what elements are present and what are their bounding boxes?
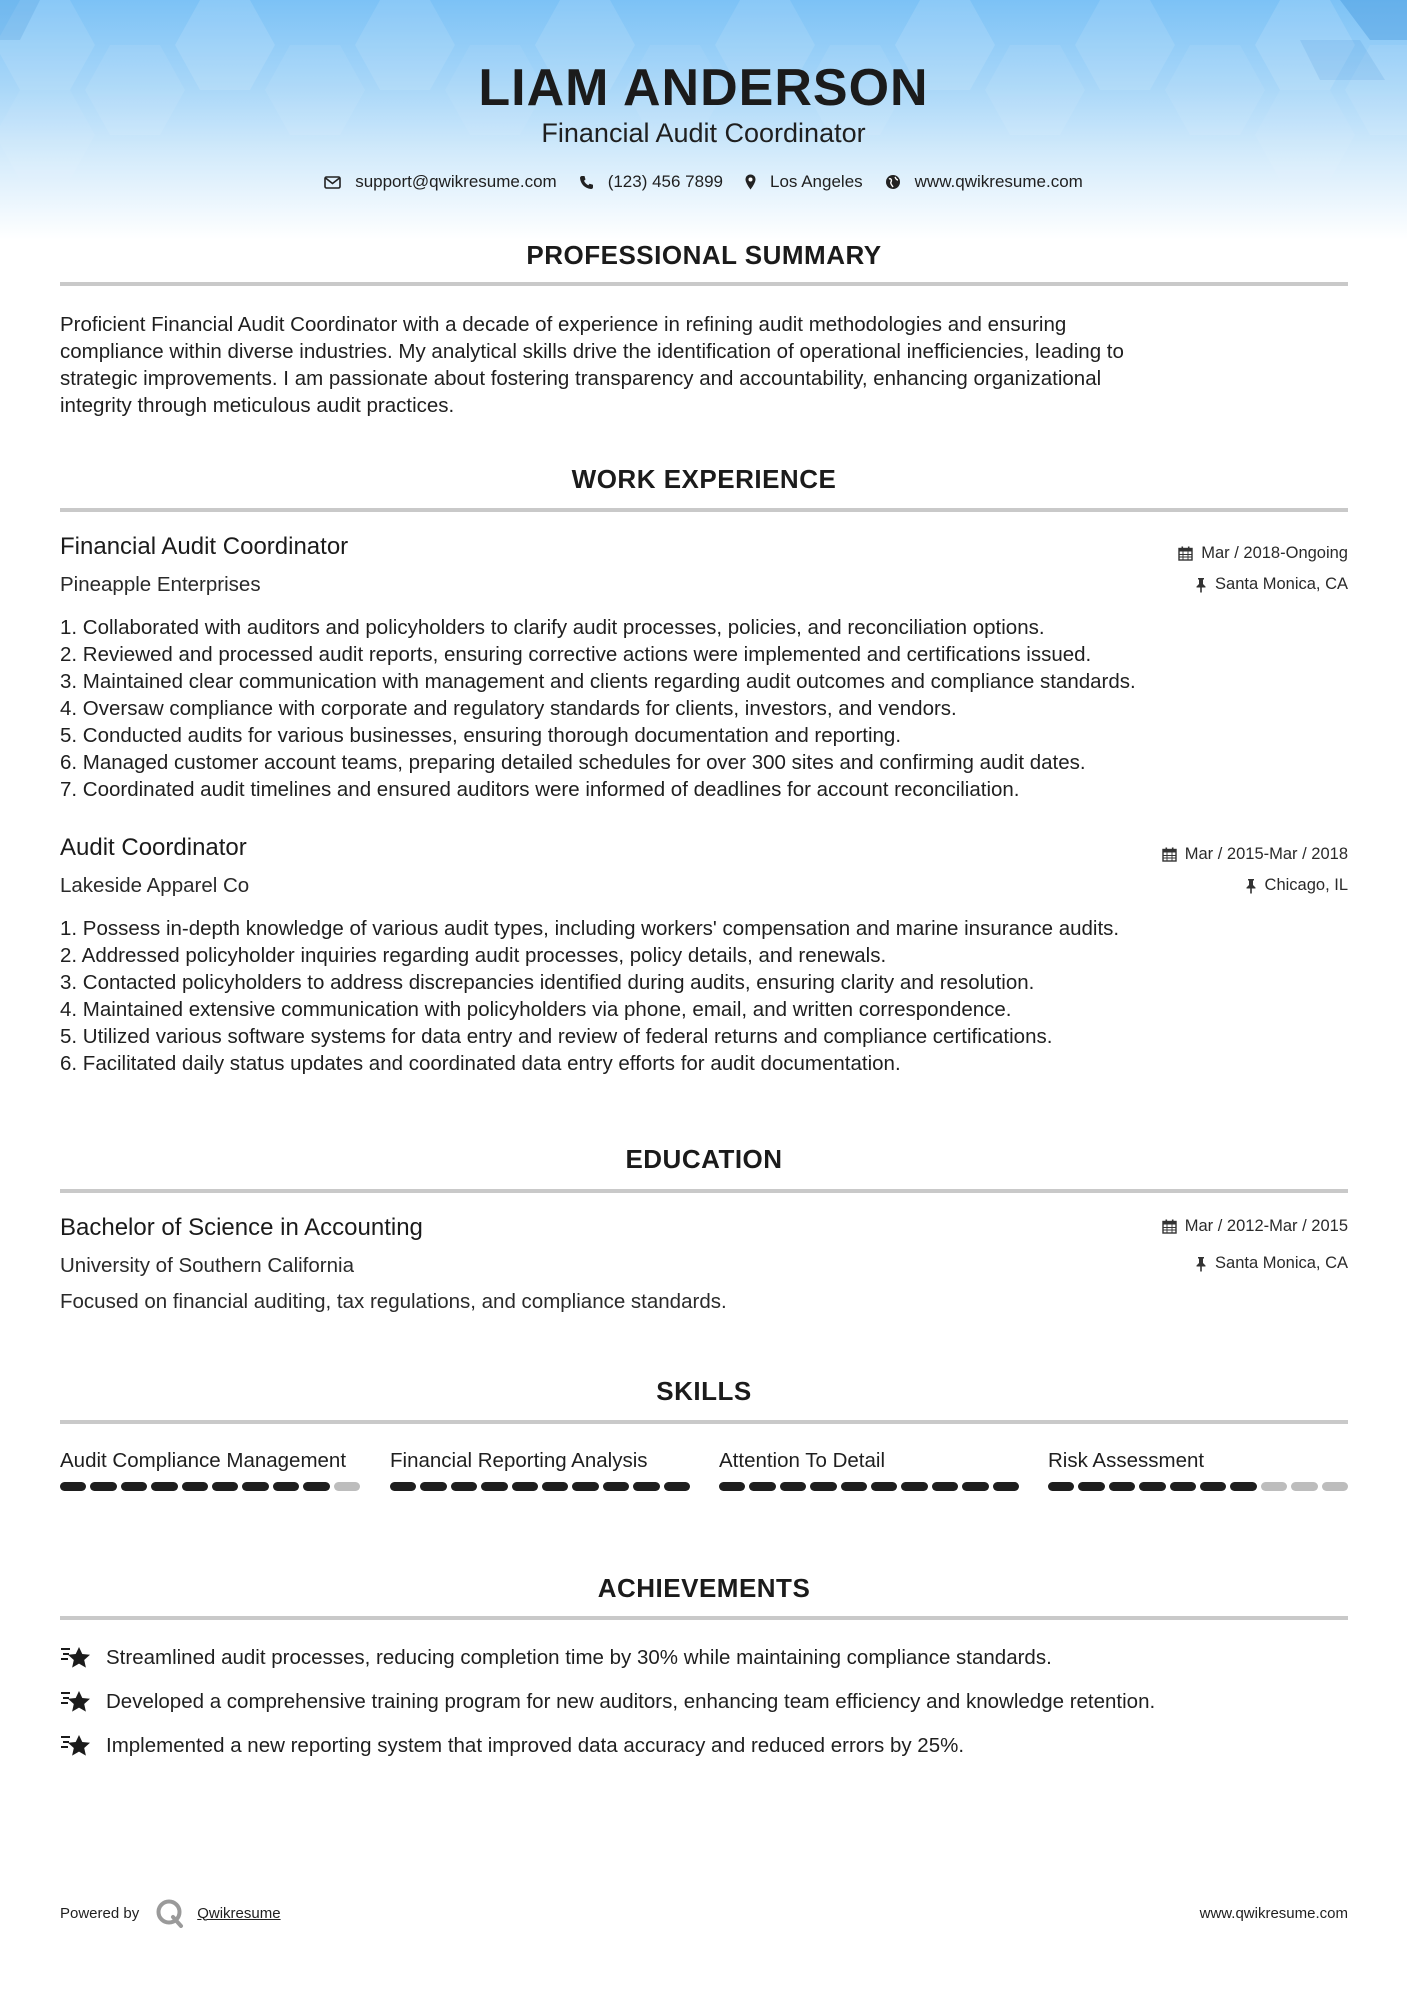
list-item: 1. Collaborated with auditors and policyholders to clarify audit processes, policies, and reconciliation options. — [60, 616, 1045, 639]
summary-heading: PROFESSIONAL SUMMARY — [526, 240, 882, 270]
skill-level-segment — [512, 1482, 538, 1491]
list-item: 2. Reviewed and processed audit reports, ensuring corrective actions were implemented and certifications issued. — [60, 643, 1092, 666]
list-item: 2. Addressed policyholder inquiries regarding audit processes, policy details, and renewals. — [60, 944, 887, 967]
skill-level-segment — [962, 1482, 988, 1491]
contact-bar — [0, 172, 1407, 192]
experience-divider — [60, 508, 1348, 512]
skill-level-segment — [1078, 1482, 1104, 1491]
job-location — [1245, 876, 1348, 895]
achievement-item — [60, 1645, 1052, 1671]
footer-powered-by — [60, 1898, 281, 1928]
job-title: Audit Coordinator — [60, 834, 247, 861]
phone-icon — [579, 175, 594, 190]
star-icon — [60, 1645, 94, 1671]
skill-level-segment — [1109, 1482, 1135, 1491]
skill-level-segment — [121, 1482, 147, 1491]
brand-link[interactable]: Qwikresume — [197, 1904, 281, 1922]
skill-level-bar — [390, 1482, 690, 1491]
skill-level-bar — [60, 1482, 360, 1491]
calendar-icon — [1162, 1219, 1177, 1234]
skill-level-bar — [1048, 1482, 1348, 1491]
pushpin-icon — [1245, 878, 1257, 894]
list-item: 7. Coordinated audit timelines and ensured auditors were informed of deadlines for account reconciliation. — [60, 778, 1020, 801]
skill-level-segment — [90, 1482, 116, 1491]
qwikresume-logo-icon[interactable] — [155, 1898, 185, 1928]
map-pin-icon — [745, 174, 756, 190]
contact-location — [745, 172, 863, 192]
job-bullets — [60, 614, 1360, 803]
skill-name: Financial Reporting Analysis — [390, 1449, 648, 1472]
calendar-icon — [1178, 546, 1193, 561]
summary-line: integrity through meticulous audit practices. — [60, 394, 455, 417]
skill-level-segment — [151, 1482, 177, 1491]
skill-level-segment — [1261, 1482, 1287, 1491]
skill-level-segment — [451, 1482, 477, 1491]
achievement-item — [60, 1689, 1155, 1715]
education-heading: EDUCATION — [625, 1144, 783, 1174]
job-bullets — [60, 915, 1360, 1077]
skill-level-segment — [633, 1482, 659, 1491]
skill-level-segment — [481, 1482, 507, 1491]
job-dates-text: Mar / 2015-Mar / 2018 — [1184, 845, 1348, 863]
skill-level-segment — [60, 1482, 86, 1491]
skill-level-segment — [572, 1482, 598, 1491]
skill-level-segment — [212, 1482, 238, 1491]
powered-by-label: Powered by — [60, 1904, 140, 1922]
skill-level-segment — [390, 1482, 416, 1491]
skill-level-segment — [603, 1482, 629, 1491]
contact-phone[interactable] — [579, 172, 723, 192]
contact-website-text: www.qwikresume.com — [914, 172, 1083, 191]
list-item: 3. Maintained clear communication with management and clients regarding audit outcomes and compliance standards. — [60, 670, 1136, 693]
globe-icon — [885, 174, 901, 190]
skill-level-segment — [749, 1482, 775, 1491]
school-name: University of Southern California — [60, 1254, 354, 1277]
skill-level-segment — [303, 1482, 329, 1491]
skill-level-segment — [1230, 1482, 1256, 1491]
achievement-item — [60, 1733, 964, 1759]
list-item: 5. Conducted audits for various businesses, ensuring thorough documentation and reporting. — [60, 724, 902, 747]
skill-level-segment — [182, 1482, 208, 1491]
skill-level-segment — [901, 1482, 927, 1491]
summary-line: strategic improvements. I am passionate about fostering transparency and accountability, enhancing organizational — [60, 367, 1102, 390]
skill-level-segment — [932, 1482, 958, 1491]
skill-level-segment — [420, 1482, 446, 1491]
skill-level-segment — [242, 1482, 268, 1491]
skill-item — [60, 1447, 360, 1491]
education-dates — [1162, 1217, 1348, 1236]
education-location-text: Santa Monica, CA — [1215, 1254, 1348, 1272]
skill-level-segment — [542, 1482, 568, 1491]
company-name: Lakeside Apparel Co — [60, 874, 250, 897]
contact-website[interactable] — [885, 172, 1083, 192]
skill-name: Risk Assessment — [1048, 1449, 1205, 1472]
skills-divider — [60, 1420, 1348, 1424]
job-dates — [1162, 845, 1348, 864]
achievement-text: Streamlined audit processes, reducing completion time by 30% while maintaining compliance standards. — [106, 1646, 1052, 1669]
summary-divider — [60, 282, 1348, 286]
company-name: Pineapple Enterprises — [60, 573, 261, 596]
list-item: 1. Possess in-depth knowledge of various audit types, including workers' compensation and marine insurance audits. — [60, 917, 1120, 940]
star-icon — [60, 1689, 94, 1715]
education-location — [1195, 1254, 1348, 1273]
skill-level-segment — [1048, 1482, 1074, 1491]
skill-level-segment — [334, 1482, 360, 1491]
skill-level-segment — [1170, 1482, 1196, 1491]
experience-heading: WORK EXPERIENCE — [571, 464, 837, 494]
candidate-name: LIAM ANDERSON — [478, 59, 929, 117]
skill-level-segment — [664, 1482, 690, 1491]
achievements-divider — [60, 1616, 1348, 1620]
degree-title: Bachelor of Science in Accounting — [60, 1214, 423, 1241]
header-banner — [0, 0, 1407, 240]
skill-item — [719, 1447, 1019, 1491]
contact-location-text: Los Angeles — [770, 172, 863, 191]
list-item: 6. Managed customer account teams, preparing detailed schedules for over 300 sites and confirming audit dates. — [60, 751, 1086, 774]
skill-level-segment — [871, 1482, 897, 1491]
summary-paragraph — [60, 311, 1348, 419]
education-divider — [60, 1189, 1348, 1193]
list-item: 4. Maintained extensive communication with policyholders via phone, email, and written correspondence. — [60, 998, 1012, 1021]
calendar-icon — [1162, 847, 1177, 862]
skill-level-bar — [719, 1482, 1019, 1491]
envelope-icon — [324, 176, 341, 189]
skill-item — [1048, 1447, 1348, 1491]
list-item: 4. Oversaw compliance with corporate and regulatory standards for clients, investors, and vendors. — [60, 697, 957, 720]
list-item: 3. Contacted policyholders to address discrepancies identified during audits, ensuring clarity and resolution. — [60, 971, 1035, 994]
skill-name: Audit Compliance Management — [60, 1449, 347, 1472]
skill-name: Attention To Detail — [719, 1449, 886, 1472]
skill-level-segment — [273, 1482, 299, 1491]
skill-level-segment — [841, 1482, 867, 1491]
contact-phone-text: (123) 456 7899 — [607, 172, 724, 191]
job-location-text: Santa Monica, CA — [1215, 575, 1348, 593]
skill-level-segment — [1291, 1482, 1317, 1491]
skills-heading: SKILLS — [656, 1376, 752, 1406]
job-dates-text: Mar / 2018-Ongoing — [1201, 544, 1348, 562]
list-item: 6. Facilitated daily status updates and coordinated data entry efforts for audit documentation. — [60, 1052, 901, 1075]
achievement-text: Implemented a new reporting system that improved data accuracy and reduced errors by 25%. — [106, 1734, 965, 1757]
job-dates — [1178, 544, 1348, 563]
skill-level-segment — [1200, 1482, 1226, 1491]
candidate-title: Financial Audit Coordinator — [541, 118, 866, 148]
skill-level-segment — [810, 1482, 836, 1491]
job-location-text: Chicago, IL — [1264, 876, 1348, 894]
achievements-heading: ACHIEVEMENTS — [597, 1573, 811, 1603]
summary-line: Proficient Financial Audit Coordinator with a decade of experience in refining audit methodologies and ensuring — [60, 313, 1067, 336]
footer-website-link[interactable]: www.qwikresume.com — [1199, 1905, 1348, 1922]
contact-email-text: support@qwikresume.com — [355, 172, 557, 191]
skill-level-segment — [993, 1482, 1019, 1491]
education-dates-text: Mar / 2012-Mar / 2015 — [1184, 1217, 1348, 1235]
skill-item — [390, 1447, 690, 1491]
star-icon — [60, 1733, 94, 1759]
education-description: Focused on financial auditing, tax regulations, and compliance standards. — [60, 1290, 727, 1313]
summary-line: compliance within diverse industries. My analytical skills drive the identification of operational inefficiencies, leading to — [60, 340, 1124, 363]
pushpin-icon — [1195, 1256, 1207, 1272]
achievement-text: Developed a comprehensive training program for new auditors, enhancing team efficiency and knowledge retention. — [106, 1690, 1156, 1713]
job-location — [1195, 575, 1348, 594]
contact-email[interactable] — [324, 172, 557, 192]
skill-level-segment — [719, 1482, 745, 1491]
skill-level-segment — [1322, 1482, 1348, 1491]
job-title: Financial Audit Coordinator — [60, 533, 349, 560]
pushpin-icon — [1195, 577, 1207, 593]
skill-level-segment — [1139, 1482, 1165, 1491]
skill-level-segment — [780, 1482, 806, 1491]
list-item: 5. Utilized various software systems for data entry and review of federal returns and compliance certifications. — [60, 1025, 1053, 1048]
